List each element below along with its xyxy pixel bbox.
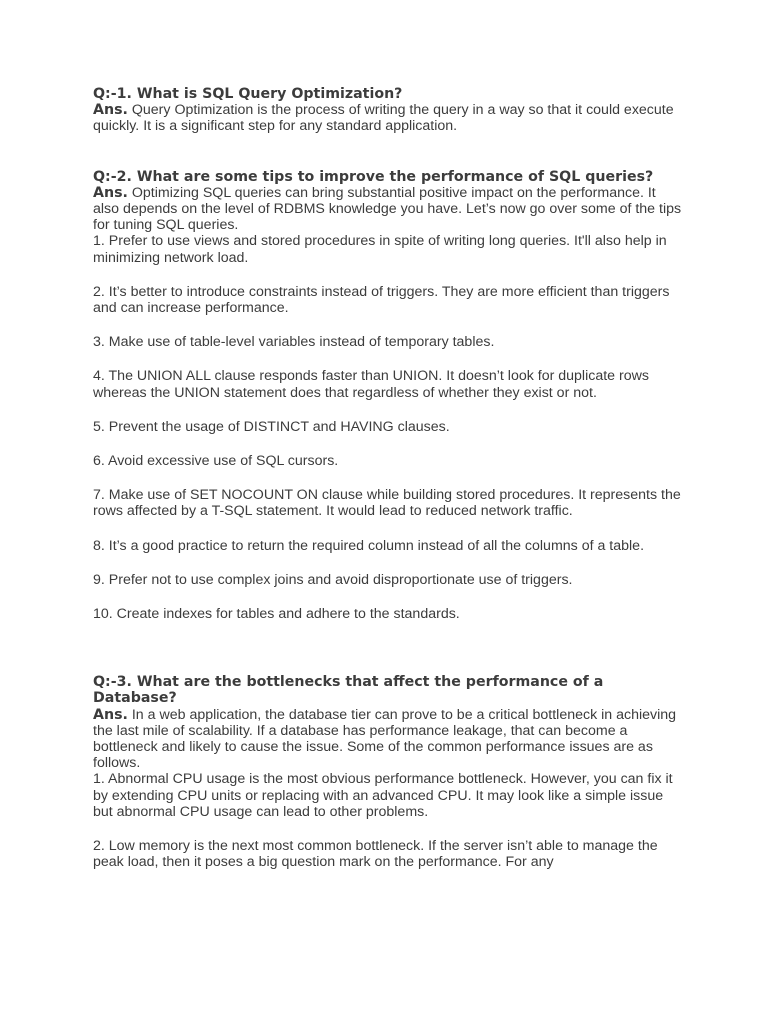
tip-item: 8. It’s a good practice to return the required column instead of all the columns of a table. [93, 537, 645, 554]
document-page [93, 86, 683, 871]
tip-item: 4. The UNION ALL clause responds faster than UNION. It doesn’t look for duplicate rows whereas the UNION statement does that regardless of whether they exist or not. [93, 368, 649, 401]
tip-item: 1. Prefer to use views and stored procedures in spite of writing long queries. It'll also help in minimizing network load. [93, 233, 667, 266]
answer-2 [93, 185, 683, 234]
answer-2-label: Ans. [93, 184, 128, 201]
point-item: 1. Abnormal CPU usage is the most obvious performance bottleneck. However, you can fix it by extending CPU units or replacing with an advanced CPU. It may look like a simple issue but abnormal CPU usage can lead to other problems. [93, 771, 673, 820]
spacer [93, 135, 683, 169]
answer-3 [93, 707, 683, 772]
tip-item: 5. Prevent the usage of DISTINCT and HAVING clauses. [93, 418, 450, 435]
answer-3-label: Ans. [93, 706, 128, 723]
question-1-heading: Q:-1. What is SQL Query Optimization? [93, 86, 403, 102]
tip-item: 7. Make use of SET NOCOUNT ON clause while building stored procedures. It represents the rows affected by a T-SQL statement. It would lead to reduced network traffic. [93, 487, 681, 520]
answer-1 [93, 102, 683, 134]
point-item: 2. Low memory is the next most common bottleneck. If the server isn’t able to manage the peak load, then it poses a big question mark on the performance. For any [93, 838, 658, 871]
tip-item: 9. Prefer not to use complex joins and avoid disproportionate use of triggers. [93, 571, 573, 588]
tip-item: 2. It’s better to introduce constraints instead of triggers. They are more efficient than triggers and can increase performance. [93, 283, 670, 317]
answer-3-text: In a web application, the database tier can prove to be a critical bottleneck in achieving the last mile of scalability. If a database has performance leakage, that can become a bottleneck and likely to cause the issue. Some of the common performance issues are as follows. [93, 706, 677, 772]
tip-item: 3. Make use of table-level variables instead of temporary tables. [93, 334, 495, 351]
tip-item: 10. Create indexes for tables and adhere to the standards. [93, 606, 460, 623]
answer-2-text: Optimizing SQL queries can bring substantial positive impact on the performance. It also depends on the level of RDBMS knowledge you have. Let’s now go over some of the tips for tuning SQL queries. [93, 184, 682, 234]
tip-item: 6. Avoid excessive use of SQL cursors. [93, 453, 339, 470]
answer-1-label: Ans. [93, 102, 128, 119]
spacer [93, 622, 683, 674]
question-2-heading: Q:-2. What are some tips to improve the performance of SQL queries? [93, 168, 654, 185]
question-3-heading: Q:-3. What are the bottlenecks that affect the performance of a Database? [93, 674, 604, 707]
answer-1-text: Query Optimization is the process of writing the query in a way so that it could execute quickly. It is a significant step for any standard application. [93, 102, 674, 135]
